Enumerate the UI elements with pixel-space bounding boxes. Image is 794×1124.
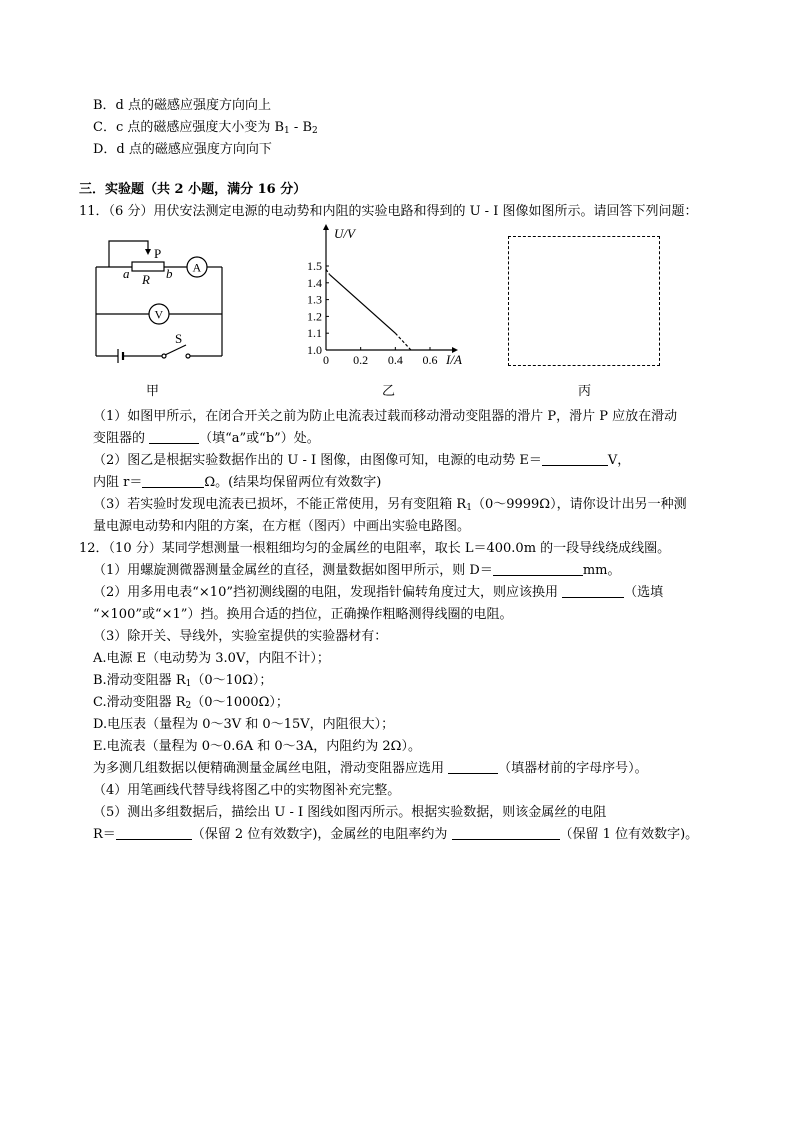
answer-box (508, 236, 660, 366)
q11-part3-line2: 量电源电动势和内阻的方案，在方框（图丙）中画出实验电路图。 (93, 519, 471, 534)
q12-item-e: E.电流表（量程为 0～0.6A 和 0～3A，内阻约为 2Ω）。 (93, 739, 421, 754)
label-a: a (123, 266, 130, 281)
label-ammeter: A (192, 260, 202, 275)
ui-graph (292, 222, 472, 370)
q11-part3-line1 (93, 497, 687, 513)
answer-blank-resistance[interactable] (116, 827, 192, 840)
q12-part3-tail-text-a: 为多测几组数据以便精确测量金属丝电阻，滑动变阻器应选用 (93, 761, 449, 776)
q12-part3-tail-text-b: （填器材前的字母序号）。 (498, 761, 648, 776)
y-axis-arrow-icon (323, 224, 329, 230)
q12-stem: 12．（10 分）某同学想测量一根粗细均匀的金属丝的电阻率，取长 L＝400.0m 的一段导线绕成线圈。 (79, 541, 671, 556)
data-line (329, 274, 395, 333)
q11-part1-line2 (93, 431, 320, 447)
q11-part2-text-d: Ω。(结果均保留两位有效数字) (204, 475, 382, 490)
subscript-2: 2 (312, 126, 318, 136)
circuit-diagram (88, 236, 238, 364)
label-voltmeter: V (154, 307, 164, 322)
y-tick-label: 1.2 (307, 309, 322, 324)
label-b: b (166, 266, 173, 281)
q11-stem: 11．（6 分）用伏安法测定电源的电动势和内阻的实验电路和得到的 U - I 图像如图所示。请回答下列问题： (79, 204, 698, 219)
option-b: B．d 点的磁感应强度方向向上 (93, 98, 272, 113)
option-c (93, 120, 318, 136)
caption-yi: 乙 (382, 384, 396, 399)
q12-item-d: D.电压表（量程为 0～3V 和 0～15V，内阻很大）； (93, 717, 395, 732)
x-tick-label: 0.6 (422, 353, 438, 367)
x-tick-label: 0.2 (353, 353, 369, 367)
answer-blank-1[interactable] (149, 431, 199, 444)
answer-blank-rheostat[interactable] (448, 761, 498, 774)
subscript-1: 1 (185, 679, 192, 689)
caption-jia: 甲 (146, 384, 160, 399)
answer-blank-r[interactable] (142, 475, 204, 488)
q11-part1-line1: （1）如图甲所示，在闭合开关之前为防止电流表过载而移动滑动变阻器的滑片 P，滑片 P 应放在滑动 (93, 409, 678, 424)
y-tick-label: 1.5 (307, 259, 322, 273)
q12-part2-line2: “×100”或“×1”）挡。换用合适的挡位，正确操作粗略测得线圈的电阻。 (93, 607, 513, 622)
answer-blank-d[interactable] (493, 563, 583, 576)
y-tick-label: 1.1 (307, 326, 322, 341)
q11-part3-text-b: （0～9999Ω），请你设计出另一种测 (471, 497, 687, 512)
x-axis-label: I/A (446, 352, 462, 367)
q12-item-a: A.电源 E（电动势为 3.0V，内阻不计）； (93, 651, 330, 666)
caption-bing: 丙 (578, 384, 592, 399)
label-r: R (142, 272, 150, 287)
q12-part2-text-b: （选填 (624, 585, 664, 600)
q12-item-b-text-a: B.滑动变阻器 R (93, 673, 186, 688)
q11-part2-text-a: （2）图乙是根据实验数据作出的 U - I 图像，由图像可知，电源的电动势 E＝ (93, 453, 542, 468)
option-c-text-b: - B (289, 120, 312, 135)
q12-part1 (93, 563, 620, 579)
q11-part2-line2 (93, 475, 381, 491)
subscript-1: 1 (466, 503, 472, 513)
q12-part5-text-b: （保留 2 位有效数字)，金属丝的电阻率约为 (191, 827, 452, 842)
q12-part1-text-a: （1）用螺旋测微器测量金属丝的直径，测量数据如图甲所示，则 D＝ (93, 563, 493, 578)
q11-part1-text-a: 变阻器的 (93, 431, 150, 446)
extrapolated-line (395, 333, 411, 350)
answer-blank-resistivity[interactable] (452, 827, 560, 840)
q11-part2-text-c: 内阻 r＝ (93, 475, 143, 490)
answer-blank-range[interactable] (562, 585, 624, 598)
option-c-text-a: C．c 点的磁感应强度大小变为 B (93, 120, 285, 135)
q11-part3-text-a: （3）若实验时发现电流表已损坏，不能正常使用，另有变阻箱 R (93, 497, 467, 512)
subscript-2: 2 (185, 701, 192, 711)
option-d: D．d 点的磁感应强度方向向下 (93, 142, 272, 157)
y-tick-label: 1.4 (307, 275, 322, 290)
q12-item-b (93, 673, 272, 689)
q12-item-c (93, 695, 289, 711)
q12-part5-text-a: R＝ (93, 827, 116, 842)
section-title: 三．实验题（共 2 小题，满分 16 分） (79, 182, 307, 197)
q11-part1-text-b: （填“a”或“b”）处。 (199, 431, 320, 446)
y-axis-label: U/V (334, 226, 355, 241)
y-tick-label: 1.3 (307, 292, 322, 307)
q12-part3: （3）除开关、导线外，实验室提供的实验器材有： (93, 629, 388, 644)
answer-blank-emf[interactable] (542, 453, 608, 466)
q11-part2-text-b: V， (607, 453, 631, 468)
label-switch: S (175, 331, 183, 346)
q12-part5-line1: （5）测出多组数据后，描绘出 U - I 图线如图丙所示。根据实验数据，则该金属丝的电阻 (93, 805, 607, 820)
q12-part5-text-c: （保留 1 位有效数字)。 (559, 827, 699, 842)
q12-item-c-text-a: C.滑动变阻器 R (93, 695, 186, 710)
x-tick-label: 0 (323, 353, 329, 367)
q12-part2-text-a: （2）用多用电表“×10”挡初测线圈的电阻，发现指针偏转角度过大，则应该换用 (93, 585, 563, 600)
q12-part3-tail (93, 761, 648, 777)
y-tick-label: 1.0 (307, 343, 322, 357)
q12-item-c-text-b: （0～1000Ω）； (191, 695, 289, 710)
x-tick-label: 0.4 (387, 353, 403, 367)
q12-part4: （4）用笔画线代替导线将图乙中的实物图补充完整。 (93, 783, 401, 798)
q12-part2-line1 (93, 585, 663, 601)
q12-part1-text-b: mm。 (582, 563, 621, 578)
subscript-1: 1 (284, 126, 290, 136)
q12-part5-line2 (93, 827, 698, 843)
slider-arrow-icon (145, 249, 151, 255)
q11-part2-line1 (93, 453, 630, 469)
q12-item-b-text-b: （0～10Ω）； (191, 673, 273, 688)
label-p: P (154, 246, 162, 261)
rheostat-resistor (132, 262, 164, 271)
